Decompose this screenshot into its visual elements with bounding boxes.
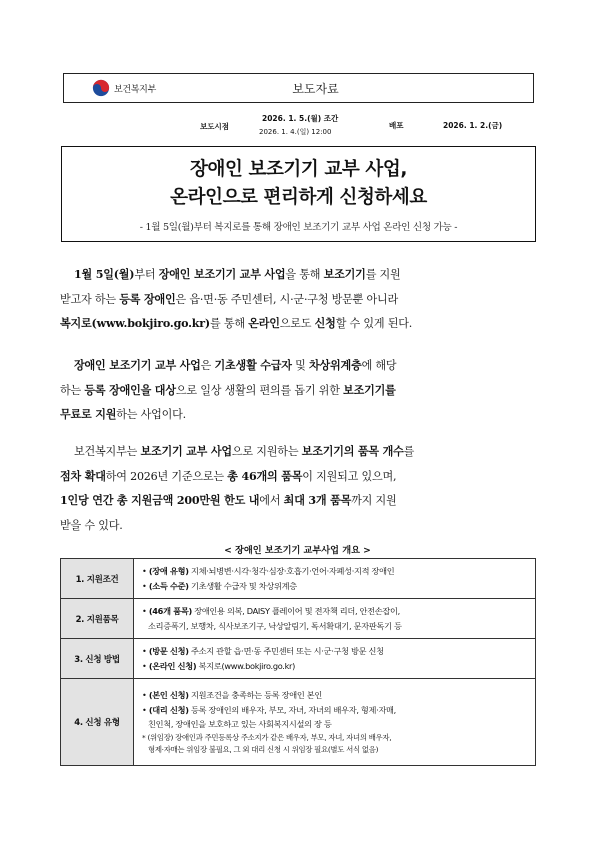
headline-box	[61, 146, 536, 242]
headline-subtitle: - 1월 5일(월)부터 복지로를 통해 장애인 보조기기 교부 사업 온라인 신청 가능 -	[139, 222, 458, 233]
list-item: • (대리 신청) 등록 장애인의 배우자, 부모, 자녀, 자녀의 배우자, 형제·자매,	[142, 704, 396, 715]
table-row	[61, 599, 536, 639]
footnote-continued: 형제·자매는 위임장 불필요, 그 외 대리 신청 시 위임장 필요(별도 서식 없음)	[148, 744, 379, 754]
embargo-online-time: 2026. 1. 4.(일) 12:00	[259, 128, 332, 136]
release-title: 보도자료	[292, 82, 339, 96]
list-item: • (46개 품목) 장애인용 의복, DAISY 플레이어 및 전자책 리더, 안전손잡이,	[142, 606, 400, 616]
list-item: • (온라인 신청) 복지로(www.bokjiro.go.kr)	[142, 660, 296, 671]
row-header: 2. 지원품목	[61, 599, 134, 639]
press-release-header	[63, 73, 534, 103]
list-item-continued: 소리증폭기, 보행차, 식사보조기구, 낙상알림기, 독서확대기, 문자판독기 등	[148, 620, 402, 631]
headline-line2: 온라인으로 편리하게 신청하세요	[170, 187, 427, 208]
overview-table	[60, 558, 536, 766]
row-content	[134, 599, 536, 639]
row-header: 3. 신청 방법	[61, 639, 134, 679]
paragraph-1: 1월 5일(월)부터 장애인 보조기기 교부 사업을 통해 보조기기를 지원 받고자 하는 등록 장애인은 읍·면·동 주민센터, 시·군·구청 방문뿐 아니라 복지로(www.bokjiro.go.kr)를 통해 온라인으로도 신청할 수 있게 된다.	[60, 268, 413, 330]
table-caption: < 장애인 보조기기 교부사업 개요 >	[224, 545, 371, 556]
list-item: • (장애 유형) 지체·뇌병변·시각·청각·심장·호흡기·언어·자폐성·지적 장애인	[142, 566, 395, 576]
distribution-date: 2026. 1. 2.(금)	[443, 121, 503, 130]
footnote: * (위임장) 장애인과 주민등록상 주소지가 같은 배우자, 부모, 자녀, 자녀의 배우자,	[142, 732, 392, 742]
headline-line1: 장애인 보조기기 교부 사업,	[190, 159, 407, 180]
list-item-continued: 친인척, 장애인을 보호하고 있는 사회복지시설의 장 등	[148, 719, 332, 730]
table-row	[61, 679, 536, 766]
row-content	[134, 639, 536, 679]
paragraph-3: 보건복지부는 보조기기 교부 사업으로 지원하는 보조기기의 품목 개수를 점차 확대하여 2026년 기준으로는 총 46개의 품목이 지원되고 있으며, 1인당 연간 총 지원금액 200만원 한도 내에서 최대 3개 품목까지 지원 받을 수 있다.	[60, 445, 415, 532]
row-content	[134, 679, 536, 766]
row-header: 1. 지원조건	[61, 559, 134, 599]
row-header: 4. 신청 유형	[61, 679, 134, 766]
distribution-label: 배포	[389, 121, 404, 130]
paragraph-2: 장애인 보조기기 교부 사업은 기초생활 수급자 및 차상위계층에 해당 하는 등록 장애인을 대상으로 일상 생활의 편의를 돕기 위한 보조기기를 무료로 지원하는 사업이다.	[60, 359, 397, 421]
ministry-name: 보건복지부	[114, 84, 156, 95]
embargo-label: 보도시점	[200, 122, 229, 131]
list-item: • (방문 신청) 주소지 관할 읍·면·동 주민센터 또는 시·군·구청 방문 신청	[142, 646, 384, 656]
table-row	[61, 639, 536, 679]
list-item: • (소득 수준) 기초생활 수급자 및 차상위계층	[142, 580, 297, 591]
row-content	[134, 559, 536, 599]
embargo-time: 2026. 1. 5.(월) 조간	[262, 114, 339, 123]
table-row	[61, 559, 536, 599]
list-item: • (본인 신청) 지원조건을 충족하는 등록 장애인 본인	[142, 690, 322, 701]
